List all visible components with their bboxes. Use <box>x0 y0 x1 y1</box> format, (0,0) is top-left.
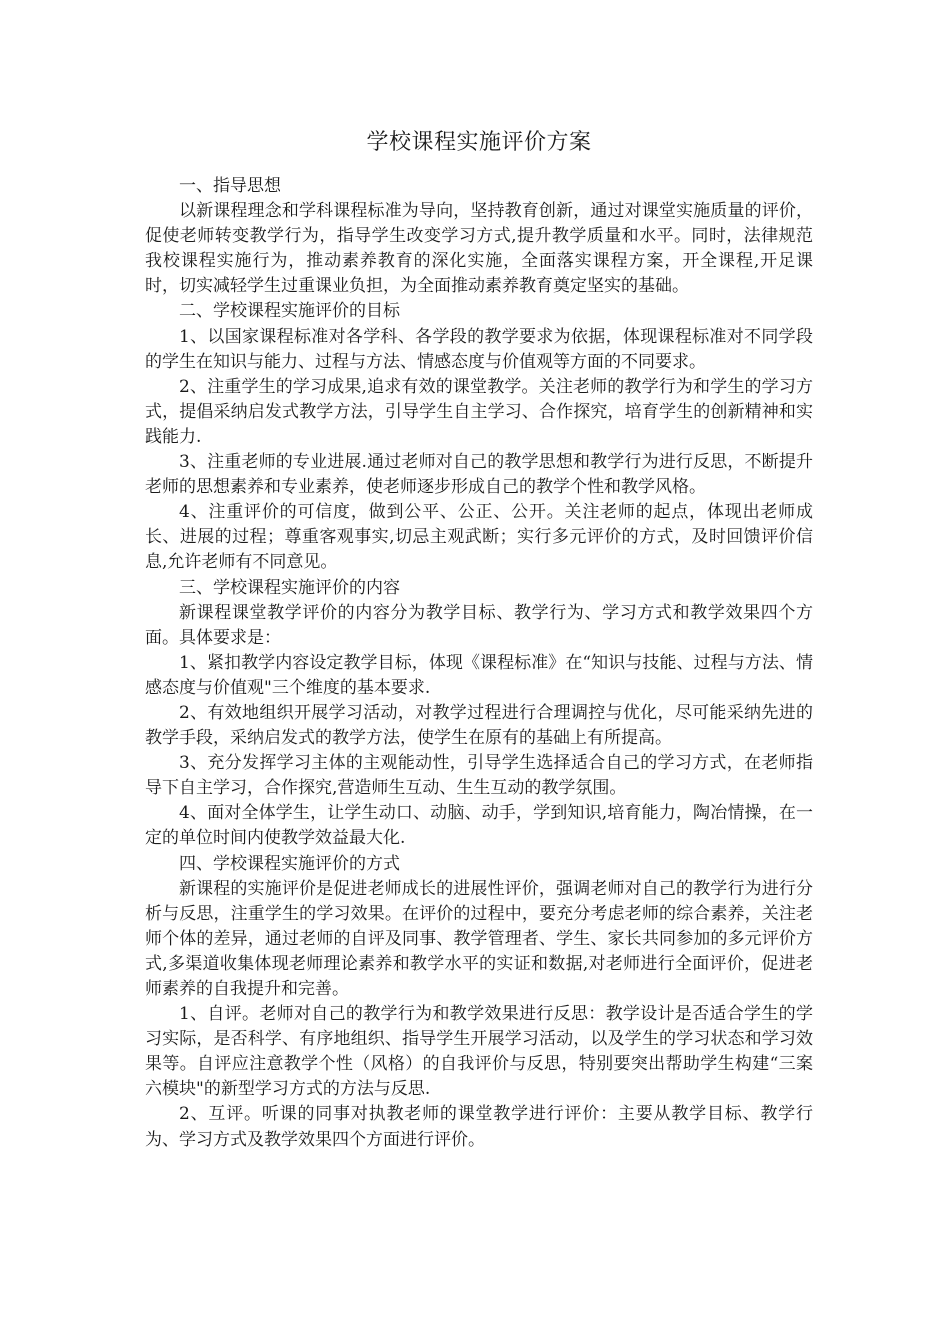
paragraph: 3、注重老师的专业进展.通过老师对自己的教学思想和教学行为进行反思，不断提升老师的思想素养和专业素养，使老师逐步形成自己的教学个性和教学风格。 <box>145 452 813 498</box>
paragraph: 4、面对全体学生，让学生动口、动脑、动手，学到知识,培育能力，陶冶情操，在一定的单位时间内使教学效益最大化. <box>145 803 813 849</box>
paragraph: 新课程的实施评价是促进老师成长的进展性评价，强调老师对自己的教学行为进行分析与反思，注重学生的学习效果。在评价的过程中，要充分考虑老师的综合素养，关注老师个体的差异，通过老师的自评及同事、教学管理者、学生、家长共同参加的多元评价方式,多渠道收集体现老师理论素养和教学水平的实证和数据,对老师进行全面评价，促进老师素养的自我提升和完善。 <box>145 878 813 999</box>
paragraph: 1、紧扣教学内容设定教学目标，体现《课程标准》在“知识与技能、过程与方法、情感态度与价值观"三个维度的基本要求. <box>145 652 813 698</box>
section-heading: 一、指导思想 <box>179 176 281 196</box>
document-body <box>145 174 813 1153</box>
paragraph: 1、以国家课程标准对各学科、各学段的教学要求为依据，体现课程标准对不同学段的学生在知识与能力、过程与方法、情感态度与价值观等方面的不同要求。 <box>145 326 813 372</box>
section-heading: 二、学校课程实施评价的目标 <box>179 301 400 322</box>
section-heading: 四、学校课程实施评价的方式 <box>179 853 400 874</box>
paragraph: 2、互评。听课的同事对执教老师的课堂教学进行评价：主要从教学目标、教学行为、学习方式及教学效果四个方面进行评价。 <box>145 1104 813 1150</box>
paragraph: 2、有效地组织开展学习活动，对教学过程进行合理调控与优化，尽可能采纳先进的教学手段，采纳启发式的教学方法，使学生在原有的基础上有所提高。 <box>145 702 813 749</box>
section-heading: 三、学校课程实施评价的内容 <box>179 577 400 598</box>
paragraph: 1、自评。老师对自己的教学行为和教学效果进行反思：教学设计是否适合学生的学习实际，是否科学、有序地组织、指导学生开展学习活动，以及学生的学习状态和学习效果等。自评应注意教学个性（风格）的自我评价与反思，特别要突出帮助学生构建“三案六模块"的新型学习方式的方法与反思. <box>145 1004 813 1100</box>
paragraph: 以新课程理念和学科课程标准为导向，坚持教育创新，通过对课堂实施质量的评价，促使老师转变教学行为，指导学生改变学习方式,提升教学质量和水平。同时，法律规范我校课程实施行为，推动素养教育的深化实施，全面落实课程方案，开全课程,开足课时，切实减轻学生过重课业负担，为全面推动素养教育奠定坚实的基础。 <box>145 201 813 297</box>
document-page <box>145 128 813 1153</box>
paragraph: 2、注重学生的学习成果,追求有效的课堂教学。关注老师的教学行为和学生的学习方式，提倡采纳启发式教学方法，引导学生自主学习、合作探究，培育学生的创新精神和实践能力. <box>145 376 813 447</box>
paragraph: 4、注重评价的可信度，做到公平、公正、公开。关注老师的起点，体现出老师成长、进展的过程；尊重客观事实,切忌主观武断；实行多元评价的方式，及时回馈评价信息,允许老师有不同意见。 <box>145 502 813 573</box>
paragraph: 新课程课堂教学评价的内容分为教学目标、教学行为、学习方式和教学效果四个方面。具体要求是： <box>145 602 813 648</box>
paragraph: 3、充分发挥学习主体的主观能动性，引导学生选择适合自己的学习方式，在老师指导下自主学习，合作探究,营造师生互动、生生互动的教学氛围。 <box>145 753 813 799</box>
document-title: 学校课程实施评价方案 <box>366 130 592 155</box>
